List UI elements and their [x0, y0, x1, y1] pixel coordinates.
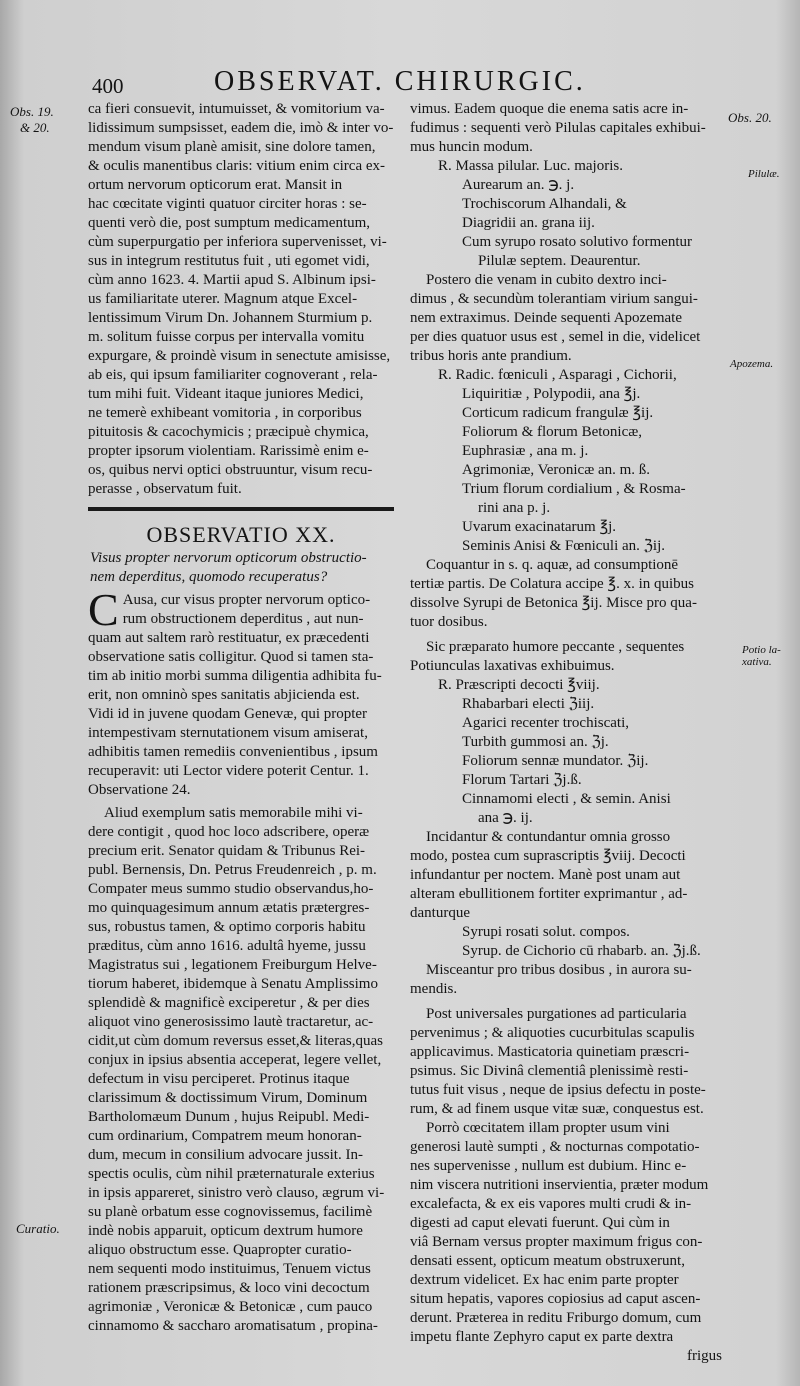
text-line: pituitosis & cacochymicis ; præcipuè chymica, — [88, 424, 369, 440]
text-line: Sic præparato humore peccante , sequentes — [426, 639, 685, 655]
text-line: impetu flante Zephyro caput ex parte dextra — [410, 1329, 674, 1345]
text-line: modo, postea cum suprascriptis ℥viij. Decocti — [410, 848, 686, 864]
text-line: Potiunculas laxativas exhibuimus. — [410, 658, 615, 674]
text-line: præditus, cùm anno 1616. adultâ hyeme, jussu — [88, 938, 366, 954]
paragraph-aliud-exemplum — [88, 804, 394, 1336]
recipe-line: Pilulæ septem. Deaurentur. — [478, 253, 641, 269]
recipe-line: Seminis Anisi & Fœniculi an. ℨij. — [462, 538, 666, 554]
recipe-line: Diagridii an. grana iij. — [462, 215, 595, 231]
text-line: dissolve Syrupi de Betonica ℥ij. Misce pro qua- — [410, 595, 697, 611]
text-line: densati essent, opticum meatum obstruxerunt, — [410, 1253, 685, 1269]
text-line: agrimoniæ , Veronicæ & Betonicæ , cum pauco — [88, 1299, 373, 1315]
text-line: ab eis, qui ipsum familiariter cognoverant , rela- — [88, 367, 378, 383]
margin-note-obs19 — [10, 104, 54, 136]
recipe-line: Turbith gummosi an. ℨj. — [462, 734, 609, 750]
text-line: tuor dosibus. — [410, 614, 488, 630]
paragraph-incidantur — [410, 828, 726, 923]
text-line: nim viscera nutritioni inservientia, præter modum — [410, 1177, 709, 1193]
observation-heading: OBSERVATIO XX. — [146, 522, 336, 547]
text-line: hac cœcitate viginti quatuor circiter horas : se- — [88, 196, 367, 212]
text-line: tutus fuit visus , neque de ipsius defectu in poste- — [410, 1082, 706, 1098]
text-line: quam aut saltem rarò restituatur, ex præcedenti — [88, 630, 370, 646]
text-line: perasse , observatum fuit. — [88, 481, 242, 497]
text-line: Postero die venam in cubito dextro inci- — [426, 272, 667, 288]
page-number: 400 — [92, 74, 124, 98]
text-line: Misceantur pro tribus dosibus , in aurora su- — [426, 962, 692, 978]
text-line: observatione satis colligitur. Quod si tamen sta- — [88, 649, 374, 665]
text-line: publ. Bernensis, Dn. Petrus Freudenreich , p. m. — [88, 862, 377, 878]
paragraph-post-universales — [410, 1005, 726, 1119]
text-line: dum, mecum in consilium advocare jussit. In- — [88, 1147, 363, 1163]
text-line: cidit,ut cùm domum reversus esset,& literas,quas — [88, 1033, 383, 1049]
text-line: adhibitis tamen remediis convenientibus , ipsum — [88, 744, 378, 760]
text-line: digesti ad caput elevati fuerunt. Qui cùm in — [410, 1215, 670, 1231]
text-line: Coquantur in s. q. aquæ, ad consumptionē — [426, 557, 679, 573]
recipe-line: rini ana p. j. — [478, 500, 551, 516]
text-line: Ausa, cur visus propter nervorum optico- — [122, 592, 371, 608]
running-title: OBSERVAT. CHIRURGIC. — [214, 66, 586, 97]
recipe-line: Agrimoniæ, Veronicæ an. m. ß. — [462, 462, 651, 478]
recipe-line: Cum syrupo rosato solutivo formentur — [462, 234, 692, 250]
text-line: quenti verò die, post sumptum medicamentum, — [88, 215, 371, 231]
text-line: erit, non omninò spes sanitatis abjicienda est. — [88, 687, 360, 703]
text-line: vimus. Eadem quoque die enema satis acre in- — [410, 101, 689, 117]
text-line: cùm superpurgatio per inferiora supervenisset, vi- — [88, 234, 387, 250]
text-line: excalefacta, & ex eis vapores multi crudi & in- — [410, 1196, 692, 1212]
paragraph-causa — [88, 591, 394, 800]
margin-note-line: & 20. — [20, 120, 50, 135]
text-line: aliquo obstructum esse. Quapropter curatio- — [88, 1242, 352, 1258]
recipe-apozema — [410, 366, 726, 556]
margin-note-pilulae: Pilulæ. — [748, 168, 780, 180]
text-line: mo quinquagesimum annum ætatis prætergres- — [88, 900, 370, 916]
recipe-line: Cinnamomi electi , & semin. Anisi — [462, 791, 671, 807]
text-line: su planè orbatum esse cognovissemus, facilimè — [88, 1204, 373, 1220]
text-line: Porrò cœcitatem illam propter usum vini — [426, 1120, 670, 1136]
recipe-line: Florum Tartari ℨj.ß. — [462, 772, 582, 788]
text-line: per dies quatuor usus est , semel in die, videlicet — [410, 329, 701, 345]
text-line: os, quibus nervi optici obstruuntur, visum recu- — [88, 462, 373, 478]
text-line: intempestivam sternutationem visum amiserat, — [88, 725, 368, 741]
text-line: viâ Bernam versus propter maximum frigus con- — [410, 1234, 703, 1250]
text-line: mus huncin modum. — [410, 139, 533, 155]
text-line: sus, robustus tamen, & optimo corporis habitu — [88, 919, 366, 935]
recipe-line: Trochiscorum Alhandali, & — [462, 196, 627, 212]
text-line: dimus , & secundùm tolerantiam virium sangui- — [410, 291, 698, 307]
text-line: cum ordinarium, Compatrem meum honoran- — [88, 1128, 362, 1144]
text-line: infundantur per noctem. Manè post unam aut — [410, 867, 681, 883]
text-line: Magistratus sui , legationem Freiburgum Helve- — [88, 957, 377, 973]
text-line: ca fieri consuevit, intumuisset, & vomitorium va- — [88, 101, 385, 117]
text-line: clarissimum & doctissimum Virum, Dominum — [88, 1090, 368, 1106]
text-line: Bartholomæum Dunum , hujus Reipubl. Medi- — [88, 1109, 370, 1125]
text-line: dextrum videlicet. Ex hac enim parte propter — [410, 1272, 679, 1288]
paragraph-postero-die — [410, 271, 726, 366]
recipe-line: Corticum radicum frangulæ ℥ij. — [462, 405, 654, 421]
text-line: tertiæ partis. De Colatura accipe ℥. x. in quibus — [410, 576, 695, 592]
text-line: fudimus : sequenti verò Pilulas capitales exhibui- — [410, 120, 706, 136]
subtitle-line: nem deperditus, quomodo recuperatus? — [90, 569, 328, 585]
subtitle-line: Visus propter nervorum opticorum obstructio- — [90, 550, 367, 566]
text-line: ortum nervorum opticorum erat. Mansit in — [88, 177, 343, 193]
paragraph-misceantur — [410, 961, 726, 999]
text-line: nes supervenisse , nullum est dubium. Hinc e- — [410, 1158, 687, 1174]
margin-note-obs20: Obs. 20. — [728, 110, 772, 125]
text-line: cinnamomo & saccharo aromatisatum , propina- — [88, 1318, 378, 1334]
text-line: propter ipsorum violentiam. Rarissimè enim e- — [88, 443, 369, 459]
text-line: & oculis manentibus claris: vitium enim circa ex- — [88, 158, 386, 174]
text-line: applicavimus. Masticatoria quinetiam præscri- — [410, 1044, 690, 1060]
recipe-line: R. Radic. fœniculi , Asparagi , Cichorii, — [438, 367, 677, 383]
text-line: danturque — [410, 905, 470, 921]
observation-subtitle — [88, 549, 394, 587]
catchword: frigus — [687, 1348, 722, 1364]
recipe-potio-laxativa — [410, 676, 726, 828]
text-line: precium erit. Senator quidam & Tribunus Rei- — [88, 843, 366, 859]
text-line: psimus. Sic Divinâ clementiâ plenissimè resti- — [410, 1063, 689, 1079]
recipe-line: Trium florum cordialium , & Rosma- — [462, 481, 686, 497]
paragraph-vimus — [410, 100, 726, 157]
recipe-pilulae — [410, 157, 726, 271]
recipe-line: Euphrasiæ , ana m. j. — [462, 443, 589, 459]
text-line: spectis oculis, cùm nihil præternaturale exterius — [88, 1166, 375, 1182]
section-divider — [88, 507, 394, 511]
text-line: defectum in visu perciperet. Protinus itaque — [88, 1071, 350, 1087]
recipe-line: Foliorum sennæ mundator. ℨij. — [462, 753, 649, 769]
text-line: aliquot vino generosissimo lautè tractaretur, ac- — [88, 1014, 374, 1030]
text-line: us familiaritate uterer. Magnum atque Excel- — [88, 291, 358, 307]
right-column — [410, 100, 726, 1366]
margin-note-apozema: Apozema. — [730, 358, 774, 370]
recipe-line: Syrup. de Cichorio cū rhabarb. an. ℨj.ß. — [462, 943, 701, 959]
text-line: tum mihi fuit. Videant itaque juniores Medici, — [88, 386, 364, 402]
text-line: Vidi id in juvene quodam Genevæ, qui propter — [88, 706, 368, 722]
left-column — [88, 100, 394, 1336]
text-line: situm hepatis, vapores copiosius ad caput ascen- — [410, 1291, 701, 1307]
text-line: pervenimus ; & aliquoties cucurbitulas scapulis — [410, 1025, 695, 1041]
text-line: Aliud exemplum satis memorabile mihi vi- — [104, 805, 363, 821]
text-line: mendis. — [410, 981, 458, 997]
recipe-line: Uvarum exacinatarum ℥j. — [462, 519, 617, 535]
text-line: in ipsis appareret, sinistro verò clauso, ægrum vi- — [88, 1185, 385, 1201]
recipe-line: ana ℈. ij. — [478, 810, 533, 826]
margin-note-line: xativa. — [742, 656, 772, 668]
text-line: recuperavit: uti Lector videre poterit Centur. 1. — [88, 763, 369, 779]
text-line: indè nobis apparuit, opticum dextrum humore — [88, 1223, 363, 1239]
text-line: m. solitum fuisse corpus per intervalla vomitu — [88, 329, 365, 345]
paragraph-porro — [410, 1119, 726, 1347]
recipe-line: Foliorum & florum Betonicæ, — [462, 424, 642, 440]
margin-note-line: Potio la- — [742, 644, 781, 656]
text-line: mendum visum planè amisit, sine dolore tamen, — [88, 139, 376, 155]
page-header — [0, 66, 800, 102]
margin-note-line: Obs. 19. — [10, 104, 54, 119]
text-line: conjux in ipsius absentia acceperat, legere vellet, — [88, 1052, 382, 1068]
drop-cap: C — [88, 591, 119, 629]
paragraph-obs19-end — [88, 100, 394, 499]
text-line: rationem præscripsimus, & loco vini decoctum — [88, 1280, 370, 1296]
text-line: rum, & ad finem usque vitæ suæ, conquestus est. — [410, 1101, 704, 1117]
margin-note-potio — [742, 644, 781, 668]
text-line: nem sequenti modo instituimus, Tenuem victus — [88, 1261, 371, 1277]
text-line: Compater meus summo studio observandus,ho- — [88, 881, 374, 897]
text-line: expurgare, & proindè visum in senectute amisisse, — [88, 348, 391, 364]
text-line: Post universales purgationes ad particularia — [426, 1006, 687, 1022]
text-line: tribus horis ante prandium. — [410, 348, 572, 364]
text-line: alteram ebullitionem fortiter exprimantur , ad- — [410, 886, 688, 902]
margin-note-curatio: Curatio. — [16, 1221, 60, 1236]
text-line: splendidè & magnificè exciperetur , & per dies — [88, 995, 370, 1011]
text-line: tim ab initio morbi summa diligentia adhibita fu- — [88, 668, 382, 684]
text-line: generosi lautè sumpti , & nocturnas compotatio- — [410, 1139, 700, 1155]
text-line: ne temerè exhibeant vomitoria , in corporibus — [88, 405, 362, 421]
recipe-line: Aurearum an. ℈. j. — [462, 177, 575, 193]
recipe-line: R. Massa pilular. Luc. majoris. — [438, 158, 623, 174]
text-line: Observatione 24. — [88, 782, 191, 798]
text-line: nem extraximus. Deinde sequenti Apozemate — [410, 310, 682, 326]
text-line: Incidantur & contundantur omnia grosso — [426, 829, 671, 845]
recipe-line: Liquiritiæ , Polypodii, ana ℥j. — [462, 386, 641, 402]
text-line: lentissimum Virum Dn. Johannem Sturmium p. — [88, 310, 373, 326]
text-line: tiorum haberet, ibidemque à Senatu Amplissimo — [88, 976, 378, 992]
text-line: sus in integrum restitutus fuit , uti egomet vidi, — [88, 253, 370, 269]
recipe-line: Syrupi rosati solut. compos. — [462, 924, 630, 940]
text-line: derunt. Præterea in reditu Friburgo domum, cum — [410, 1310, 702, 1326]
text-line: lidissimum sumpsisset, eadem die, imò & inter vo- — [88, 120, 394, 136]
text-line: dere contigit , quod hoc loco adscribere, operæ — [88, 824, 370, 840]
text-line: cùm anno 1623. 4. Martii apud S. Albinum ipsi- — [88, 272, 376, 288]
recipe-line: Agarici recenter trochiscati, — [462, 715, 629, 731]
recipe-line: Rhabarbari electi ℨiij. — [462, 696, 595, 712]
paragraph-coquantur — [410, 556, 726, 632]
recipe-syrupi — [410, 923, 726, 961]
paragraph-sic-praeparato — [410, 638, 726, 676]
text-line: rum obstructionem deperditus , aut nun- — [122, 611, 364, 627]
recipe-line: R. Præscripti decocti ℥viij. — [438, 677, 600, 693]
